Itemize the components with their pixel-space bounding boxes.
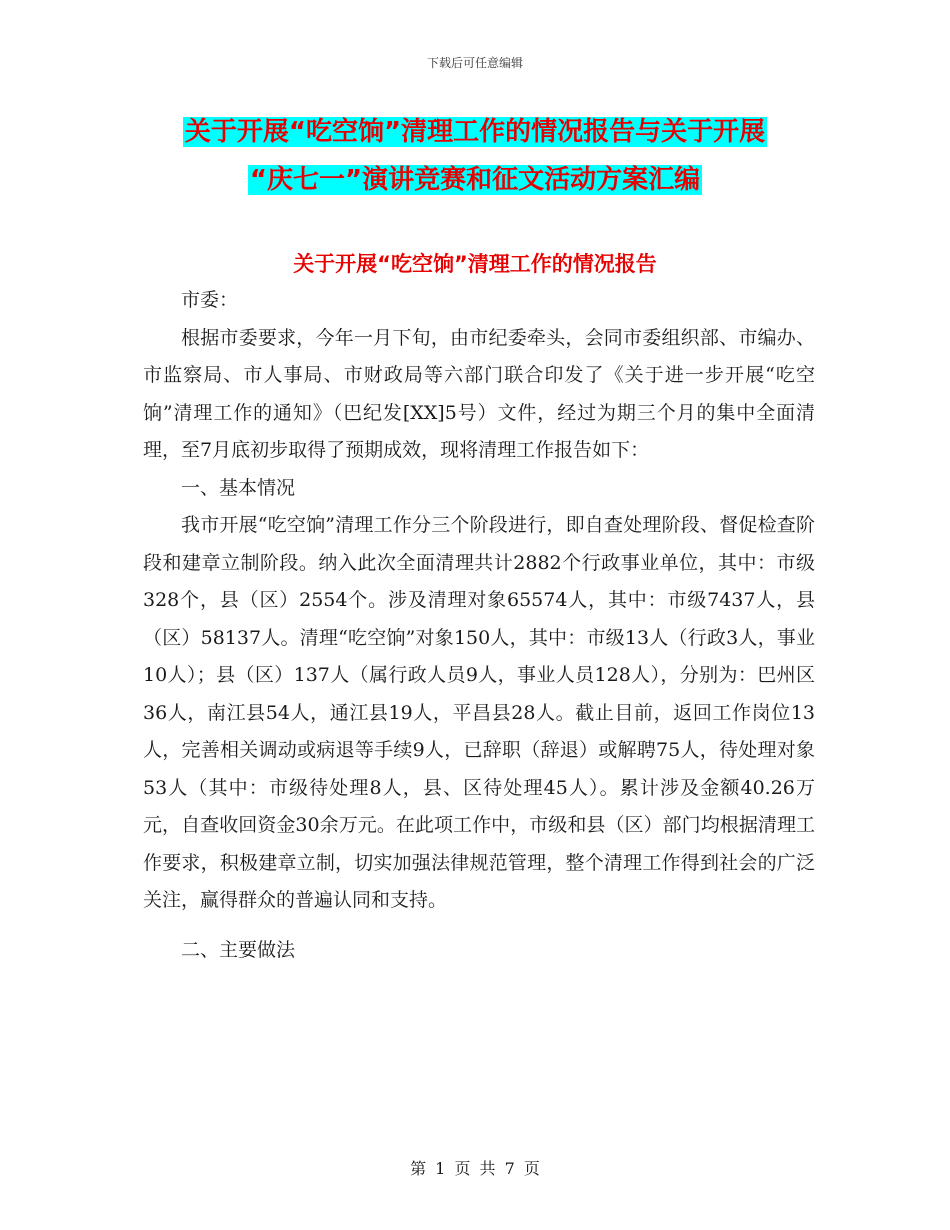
header-note: 下载后可任意编辑: [426, 56, 523, 70]
section-title: 关于开展“吃空饷”清理工作的情况报告: [293, 252, 657, 276]
basic-situation-paragraph: 我市开展“吃空饷”清理工作分三个阶段进行，即自查处理阶段、督促检查阶段和建章立制阶段。纳入此次全面清理共计2882个行政事业单位，其中：市级328个，县（区）2554个。涉及清理对象65574人，其中：市级7437人，县（区）58137人。清理“吃空饷”对象150人，其中：市级13人（行政3人，事业10人）；县（区）137人（属行政人员9人，事业人员128人），分别为：巴州区36人，南江县54人，通江县19人，平昌县28人。截止目前，返回工作岗位13人，完善相关调动或病退等手续9人，已辞职（辞退）或解聘75人，待处理对象53人（其中：市级待处理8人，县、区待处理45人）。累计涉及金额40.26万元，自查收回资金30余万元。在此项工作中，市级和县（区）部门均根据清理工作要求，积极建章立制，切实加强法律规范管理，整个清理工作得到社会的广泛关注，赢得群众的普遍认同和支持。: [143, 514, 815, 911]
report-body: [143, 282, 815, 969]
heading-main-practices: 二、主要做法: [181, 938, 296, 961]
main-title-line-2: “庆七一”演讲竞赛和征文活动方案汇编: [249, 165, 701, 195]
document-main-title: [0, 108, 950, 204]
salutation: 市委：: [181, 289, 239, 311]
heading-basic-situation: 一、基本情况: [181, 476, 296, 499]
intro-paragraph: 根据市委要求，今年一月下旬，由市纪委牵头，会同市委组织部、市编办、市监察局、市人事局、市财政局等六部门联合印发了《关于进一步开展“吃空饷”清理工作的通知》（巴纪发[XX]5号）文件，经过为期三个月的集中全面清理，至7月底初步取得了预期成效，现将清理工作报告如下：: [143, 326, 815, 461]
page-footer: 第 1 页 共 7 页: [410, 1159, 540, 1178]
main-title-line-1: 关于开展“吃空饷”清理工作的情况报告与关于开展: [184, 117, 766, 147]
